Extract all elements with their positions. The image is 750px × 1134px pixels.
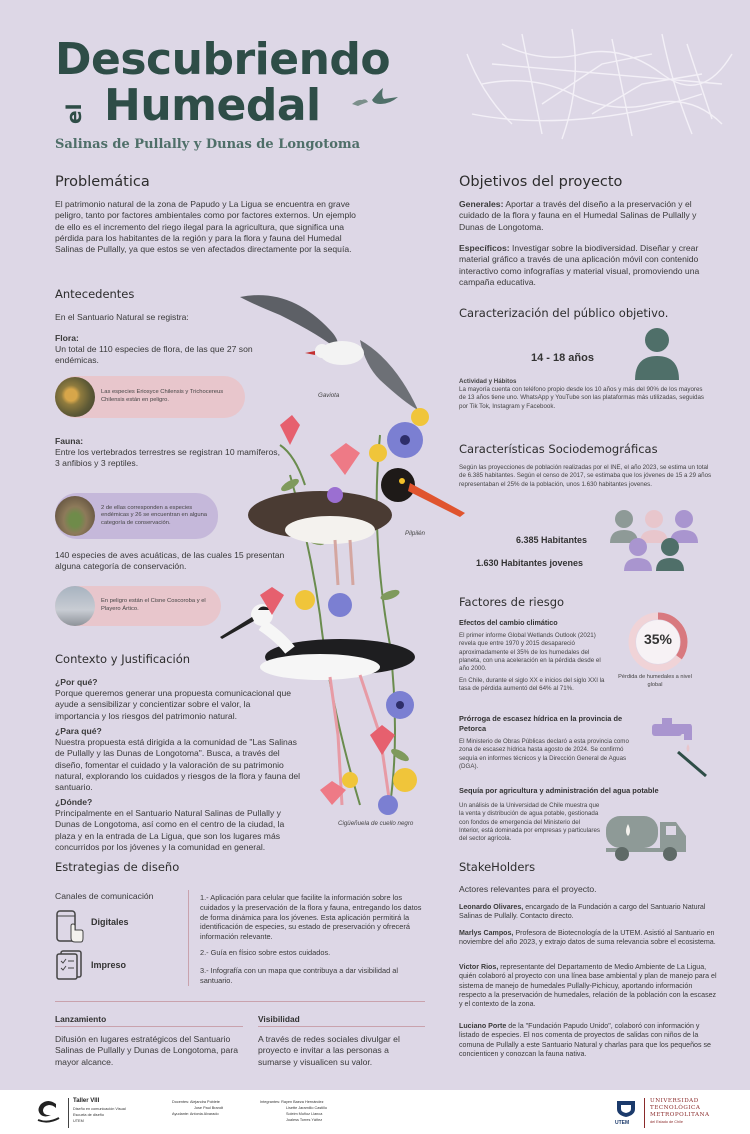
taller-sub-2: Escuela de diseño — [73, 1113, 105, 1117]
phone-touch-icon — [55, 910, 85, 944]
water-truck-icon — [604, 810, 688, 864]
habitantes-count: 6.385 Habitantes — [516, 535, 588, 545]
fauna-text: Entre los vertebrados terrestres se registran 10 mamíferos, 3 anfibios y 3 reptiles. — [55, 447, 280, 469]
age-range: 14 - 18 años — [531, 352, 594, 364]
ciguenuela-bird — [220, 604, 415, 805]
stakeholder-3 — [459, 963, 717, 1010]
lanzamiento-label: Lanzamiento — [55, 1014, 107, 1024]
flora-text: Un total de 110 especies de flora, de las que 27 son endémicas. — [55, 344, 253, 366]
contexto-a1: Porque queremos generar una propuesta comunicacional que ayude a sensibilizar y concientizar sobre el valor, la importancia y los riesgos del patrimonio natural. — [55, 688, 292, 721]
cactus-photo — [55, 377, 95, 417]
contexto-heading: Contexto y Justificación — [55, 652, 191, 666]
contexto-q2: ¿Para qué? — [55, 726, 102, 736]
percent-value: 35% — [643, 631, 673, 647]
estrategias-divider — [188, 890, 189, 986]
aves-text: 140 especies de aves acuáticas, de las cuales 15 presentan alguna categoría de conservación. — [55, 550, 285, 572]
especificos-label: Específicos: — [459, 243, 510, 253]
uni-line-2: TECNOLÓGICA — [650, 1105, 701, 1111]
fauna-label: Fauna: — [55, 436, 84, 446]
generales-label: Generales: — [459, 199, 504, 209]
socio-heading: Características Sociodemográficas — [459, 442, 658, 456]
aves-pill-text: En peligro están el Cisne Coscoroba y el Playero Ártico. — [101, 598, 206, 612]
antecedentes-intro: En el Santuario Natural se registra: — [55, 312, 189, 322]
flying-birds-icon — [350, 88, 402, 114]
estrategia-item-3: 3.- Infografía con un mapa que contribuya a dar visibilidad al santuario. — [200, 966, 399, 985]
docentes-2: Jose Paul Brandt — [194, 1106, 223, 1110]
digitales-label: Digitales — [91, 917, 129, 927]
clima-text-2: En Chile, durante el siglo XX e inicios del siglo XXI la tasa de pérdida aumentó del 64% al 71%. — [459, 677, 605, 693]
stakeholder-3-name: Victor Rios, — [459, 963, 499, 971]
integrantes-2: Lisette Jaramillo Castillo — [286, 1106, 327, 1110]
riesgo-heading: Factores de riesgo — [459, 595, 565, 609]
title-el: el — [62, 103, 86, 124]
uni-line-1: UNIVERSIDAD — [650, 1098, 699, 1104]
stakeholder-2-text: Profesora de Biotecnología de la UTEM. Asistió al Santuario en noviembre del año 2023, y extrajo datos de suma relevancia sobre el ecosistema. — [459, 929, 716, 947]
visibilidad-underline — [258, 1026, 425, 1027]
strategies-hr — [55, 1001, 425, 1002]
footer-divider-1 — [68, 1098, 69, 1128]
habitos-text: La mayoría cuenta con teléfono propio desde los 10 años y más del 90% de los mayores de 13 años tiene uno. WhatsApp y YouTube son las plataformas más utilizadas, seguidas por Tik Tok, Instagram y Facebook. — [459, 386, 705, 410]
stakeholder-1 — [459, 903, 717, 922]
utem-shield-icon — [616, 1100, 636, 1118]
integrantes-1: Integrantes: Rayen Baeza Hernández — [260, 1100, 324, 1104]
estrategia-item-1: 1.- Aplicación para celular que facilite la información sobre los cuidados y la preservación de la flora y fauna, entregando los datos de forma dinámica para los jóvenes. Esta aplicación permitirá la identificación de especies, su estado de preservación y ofrecerá información relevante. — [200, 893, 422, 942]
prorroga-label: Prórroga de escasez hídrica en la provincia de Petorca — [459, 714, 623, 733]
objetivos-heading: Objetivos del proyecto — [459, 174, 623, 190]
contexto-a3: Principalmente en el Santuario Natural Salinas de Pullally y Dunas de Longotoma, así como en el centro de la ciudad, la plaza y en la entrada de La Ligua, que son los lugares más concurridos por los jóvenes y la comunidad en general. — [55, 808, 285, 853]
lanzamiento-underline — [55, 1026, 243, 1027]
flora-label: Flora: — [55, 333, 79, 343]
stakeholder-4 — [459, 1022, 717, 1059]
stakeholder-1-name: Leonardo Olivares, — [459, 903, 524, 911]
birds-flowers-illustration — [220, 285, 465, 825]
integrantes-4: Joaless Torres Yáñez — [286, 1118, 323, 1122]
contexto-q1: ¿Por qué? — [55, 677, 98, 687]
stakeholder-2-name: Marlys Campos, — [459, 929, 514, 937]
problematica-heading: Problemática — [55, 174, 150, 190]
lizard-photo — [55, 496, 95, 536]
faucet-icon — [648, 716, 710, 778]
population-icon — [608, 509, 700, 571]
pilpilen-caption: Pilpilén — [405, 530, 425, 537]
impreso-label: Impreso — [91, 960, 127, 970]
visibilidad-label: Visibilidad — [258, 1014, 300, 1024]
socio-text: Según las proyecciones de población realizadas por el INE, el año 2023, se estima un total de 6.385 habitantes. Según el censo de 2017, se estimaba que los jóvenes de 15 a 29 años representaban el 25% de la población, unos 1.630 habitantes jovenes. — [459, 464, 712, 488]
habitos-label: Actividad y Hábitos — [459, 378, 517, 385]
flora-pill — [55, 376, 245, 418]
objetivos-especificos — [459, 243, 721, 288]
docentes-3: Ayudante: Antonia Alvarado — [172, 1112, 219, 1116]
sequia-label: Sequía por agricultura y administración del agua potable — [459, 786, 659, 795]
taller-sub-3: UTEM — [73, 1119, 84, 1123]
taller-sub-1: Diseño en comunicación Visual — [73, 1107, 126, 1111]
publico-heading: Caracterización del público objetivo. — [459, 306, 669, 320]
objetivos-generales — [459, 199, 719, 233]
uni-line-4: del Estado de Chile — [650, 1120, 683, 1124]
person-icon — [633, 326, 681, 380]
uni-line-3: METROPOLITANA — [650, 1112, 710, 1118]
stakeholder-4-name: Luciano Porte — [459, 1022, 507, 1030]
ciguenuela-caption: Cigüeñuela de cuello negro — [338, 820, 414, 827]
fauna-pill — [55, 493, 218, 539]
especificos-text: Investigar sobre la biodiversidad. Diseñar y crear material gráfico a través de una aplicación móvil con contenido interactivo como infografías y material visual, promoviendo una campaña educativa. — [459, 243, 700, 288]
subtitle: Salinas de Pullally y Dunas de Longotoma — [55, 137, 361, 152]
taller-title: Taller VIII — [73, 1098, 100, 1104]
prorroga-text: El Ministerio de Obras Públicas declaró a esta provincia como zona de escasez hídrica hasta agosto de 2024. Se confirmó sequía en informes técnicos y la Dirección General de Aguas (DGA). — [459, 738, 629, 771]
title-line-1: Descubriendo — [55, 34, 391, 85]
stakeholder-2 — [459, 929, 717, 948]
stakeholders-intro: Actores relevantes para el proyecto. — [459, 884, 597, 894]
contexto-a2: Nuestra propuesta está dirigida a la comunidad de "Las Salinas de Pullally y las Dunas de Longotoma". Busca, a través del diseño, fomentar el cuidado y la valoración de su patrimonio natural, explorando los cuidados y riesgos de la flora y fauna del santuario. — [55, 737, 301, 793]
map-illustration — [462, 24, 738, 144]
checklist-icon — [55, 950, 85, 980]
estrategias-heading: Estrategias de diseño — [55, 860, 180, 874]
footer — [0, 1090, 750, 1134]
contexto-q3: ¿Dónde? — [55, 797, 93, 807]
title-line-2: Humedal — [104, 80, 321, 131]
stakeholder-4-text: de la "Fundación Papudo Unido", colaboró con información y listado de especies. El nos comenta de proyectos de salidas con niños de la comuna de Pullally a este Santuario Natural y charlas para que los pequeños se concienticen y conozcan la fauna nativa. — [459, 1022, 711, 1059]
gaviota-caption: Gaviota — [318, 392, 340, 399]
stakeholders-heading: StakeHolders — [459, 860, 536, 874]
docentes-1: Docentes: Alejandra Poblete — [172, 1100, 220, 1104]
stakeholder-1-text: encargado de la Fundación a cargo del Santuario Natural Salinas de Pullally. Contacto directo. — [459, 903, 706, 921]
jovenes-count: 1.630 Habitantes jovenes — [476, 558, 584, 568]
clima-label: Efectos del cambio climático — [459, 618, 558, 627]
canales-label: Canales de comunicación — [55, 891, 154, 901]
percent-caption: Pérdida de humedales a nivel global — [618, 674, 692, 688]
sequia-text: Un análisis de la Universidad de Chile muestra que la venta y distribución de agua potable, gestionada con fondos de emergencia del Ministerio del Interior, está dominada por empresas y particulares del sector agrícola. — [459, 802, 601, 843]
utem-label: UTEM — [615, 1120, 630, 1126]
shorebirds-photo — [55, 586, 95, 626]
generales-text: Aportar a través del diseño a la preservación y el cuidado de la flora y fauna en el Humedal Salinas de Pullally y Dunas de Longotoma. — [459, 199, 697, 232]
pilpilen-bird — [248, 468, 465, 585]
footer-divider-2 — [644, 1098, 645, 1128]
antecedentes-heading: Antecedentes — [55, 287, 135, 301]
flora-pill-text: Las especies Eriosyce Chilensis y Trichocereus Chilensis están en peligro. — [101, 389, 224, 403]
taller-logo-icon — [34, 1098, 62, 1126]
stakeholder-3-text: representante del Departamento de Medio Ambiente de La Ligua, quién colaboró al proyecto con una línea base ambiental y plan de manejo para el sistema de manejo de humedales Pullally-Pichicuy, aportando información respecto a la preservación de humedales, relación de la población con la escasez y el contexto de la zona. — [459, 963, 717, 1009]
lanzamiento-text: Difusión en lugares estratégicos del Santuario Salinas de Pullally y Dunas de Longotoma, para mayor alcance. — [55, 1034, 238, 1067]
estrategia-item-2: 2.- Guía en físico sobre estos cuidados. — [200, 948, 331, 957]
clima-text-1: El primer informe Global Wetlands Outlook (2021) revela que entre 1970 y 2015 desapareció aproximadamente el 35% de los humedales del planeta, con una aceleración en la pérdida desde el año 2000. — [459, 632, 601, 673]
problematica-text: El patrimonio natural de la zona de Papudo y La Ligua se encuentra en grave peligro, tanto por factores ambientales como por factores externos. Un ejemplo de ello es el incremento del riego ilegal para la agricultura, que significa una pérdida para los habitantes de la región y para la flora y fauna del Humedal Salinas de Pullally, ya que estos se ven afectados directamente por la sequía. — [55, 199, 356, 255]
integrantes-3: Soleim Muñoz Llanca — [286, 1112, 323, 1116]
visibilidad-text: A través de redes sociales divulgar el proyecto e invitar a las personas a sumarse y visualicen su valor. — [258, 1034, 400, 1067]
fauna-pill-text: 2 de ellas corresponden a especies endémicas y 26 se encuentran en alguna categoría de conservación. — [101, 504, 208, 526]
aves-pill — [55, 586, 221, 626]
